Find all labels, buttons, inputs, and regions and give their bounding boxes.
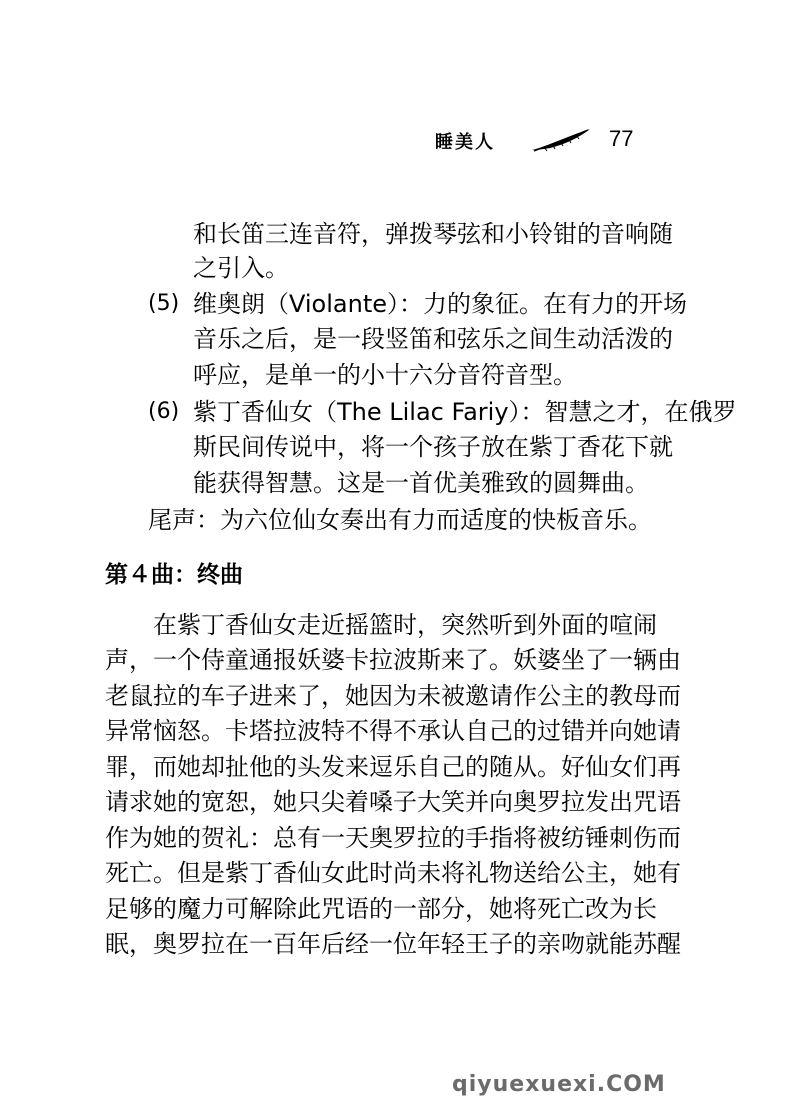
- text-line: 斯民间传说中，将一个孩子放在紫丁香花下就: [193, 433, 673, 461]
- page-number: 77: [609, 126, 634, 151]
- running-header: [435, 128, 665, 156]
- text-line: 维奥朗（Violante）：力的象征。在有力的开场: [193, 290, 688, 318]
- text-line: 音乐之后，是一段竖笛和弦乐之间生动活泼的: [193, 325, 673, 353]
- header-title: 睡美人: [435, 132, 495, 153]
- paragraph-line: 足够的魔力可解除此咒语的一部分，她将死亡改为长: [105, 895, 657, 923]
- section-heading: 第４曲：终曲: [105, 562, 243, 588]
- paragraph-line: 眠，奥罗拉在一百年后经一位年轻王子的亲吻就能苏醒: [105, 930, 681, 958]
- text-line: 能获得智慧。这是一首优美雅致的圆舞曲。: [193, 469, 649, 497]
- text-line: 之引入。: [193, 254, 289, 282]
- paragraph-line: 作为她的贺礼：总有一天奥罗拉的手指将被纺锤刺伤而: [105, 824, 681, 852]
- text-line: 呼应，是单一的小十六分音符音型。: [193, 361, 577, 389]
- paragraph-line: 声，一个侍童通报妖婆卡拉波斯来了。妖婆坐了一辆由: [105, 646, 681, 674]
- text-line: 紫丁香仙女（The Lilac Fariy）：智慧之才，在俄罗: [193, 398, 737, 426]
- text-line: 和长笛三连音符，弹拨琴弦和小铃钳的音响随: [193, 220, 673, 248]
- coda-line: 尾声：为六位仙女奏出有力而适度的快板音乐。: [148, 506, 652, 534]
- paragraph-line: 异常恼怒。卡塔拉波特不得不承认自己的过错并向她请: [105, 717, 681, 745]
- paragraph-line: 在紫丁香仙女走近摇篮时，突然听到外面的喧闹: [153, 611, 657, 639]
- watermark: qiyuexuexi.COM: [452, 1072, 666, 1097]
- list-item-number: (6): [148, 399, 180, 424]
- feather-icon: [530, 128, 592, 152]
- paragraph-line: 死亡。但是紫丁香仙女此时尚未将礼物送给公主，她有: [105, 859, 681, 887]
- paragraph-line: 罪，而她却扯他的头发来逗乐自己的随从。好仙女们再: [105, 753, 681, 781]
- paragraph-line: 请求她的宽恕，她只尖着嗓子大笑并向奥罗拉发出咒语: [105, 788, 681, 816]
- list-item-number: (5): [148, 291, 180, 316]
- paragraph-line: 老鼠拉的车子进来了，她因为未被邀请作公主的教母而: [105, 682, 681, 710]
